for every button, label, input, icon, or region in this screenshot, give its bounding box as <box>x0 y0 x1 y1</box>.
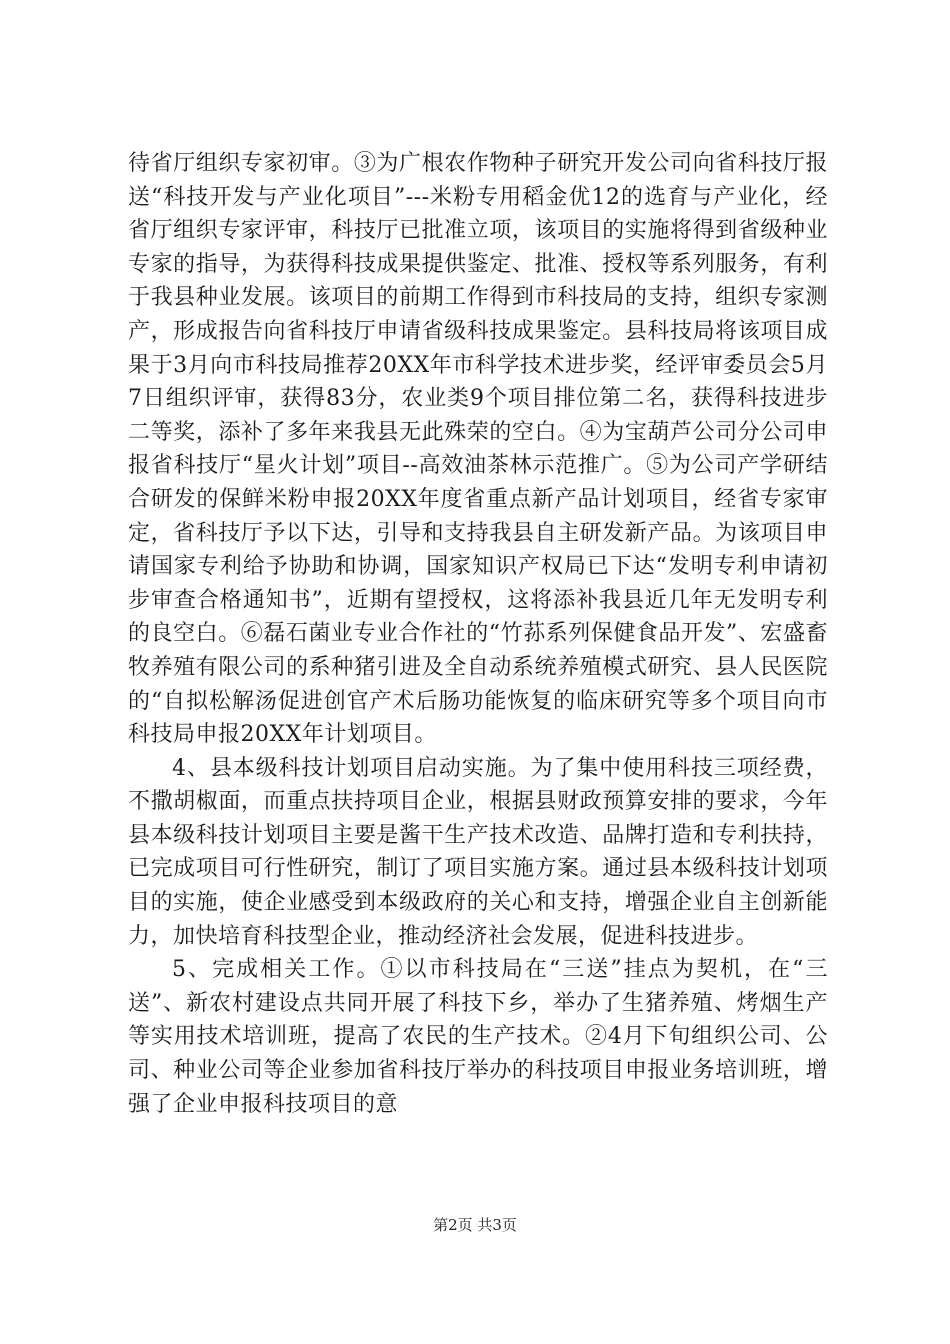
paragraph-3: 5、完成相关工作。①以市科技局在“三送”挂点为契机，在“三送”、新农村建设点共同开展了科技下乡，举办了生猪养殖、烤烟生产等实用技术培训班，提高了农民的生产技术。②4月下旬组织公司、公司、种业公司等企业参加省科技厅举办的科技项目申报业务培训班，增强了企业申报科技项目的意 <box>128 957 828 1117</box>
paragraph-2: 4、县本级科技计划项目启动实施。为了集中使用科技三项经费，不撒胡椒面，而重点扶持项目企业，根据县财政预算安排的要求，今年县本级科技计划项目主要是酱干生产技术改造、品牌打造和专利扶持，已完成项目可行性研究，制订了项目实施方案。通过县本级科技计划项目的实施，使企业感受到本级政府的关心和支持，增强企业自主创新能力，加快培育科技型企业，推动经济社会发展，促进科技进步。 <box>128 755 828 949</box>
page-number-footer: 第2页 共3页 <box>433 1216 517 1234</box>
paragraph-1: 待省厅组织专家初审。③为广根农作物种子研究开发公司向省科技厅报送“科技开发与产业化项目”---米粉专用稻金优12的选育与产业化，经省厅组织专家评审，科技厅已批准立项，该项目的实施将得到省级种业专家的指导，为获得科技成果提供鉴定、批准、授权等系列服务，有利于我县种业发展。该项目的前期工作得到市科技局的支持，组织专家测产，形成报告向省科技厅申请省级科技成果鉴定。县科技局将该项目成果于3月向市科技局推荐20XX年市科学技术进步奖，经评审委员会5月7日组织评审，获得83分，农业类9个项目排位第二名，获得科技进步二等奖，添补了多年来我县无此殊荣的空白。④为宝葫芦公司分公司申报省科技厅“星火计划”项目--高效油茶林示范推广。⑤为公司产学研结合研发的保鲜米粉申报20XX年度省重点新产品计划项目，经省专家审定，省科技厅予以下达，引导和支持我县自主研发新产品。为该项目申请国家专利给予协助和协调，国家知识产权局已下达“发明专利申请初步审查合格通知书”，近期有望授权，这将添补我县近几年无发明专利的良空白。⑥磊石菌业专业合作社的“竹荪系列保健食品开发”、宏盛畜牧养殖有限公司的系种猪引进及全自动系统养殖模式研究、县人民医院的“自拟松解汤促进创官产术后肠功能恢复的临床研究等多个项目向市科技局申报20XX年计划项目。 <box>128 151 828 748</box>
document-body <box>128 147 828 1121</box>
